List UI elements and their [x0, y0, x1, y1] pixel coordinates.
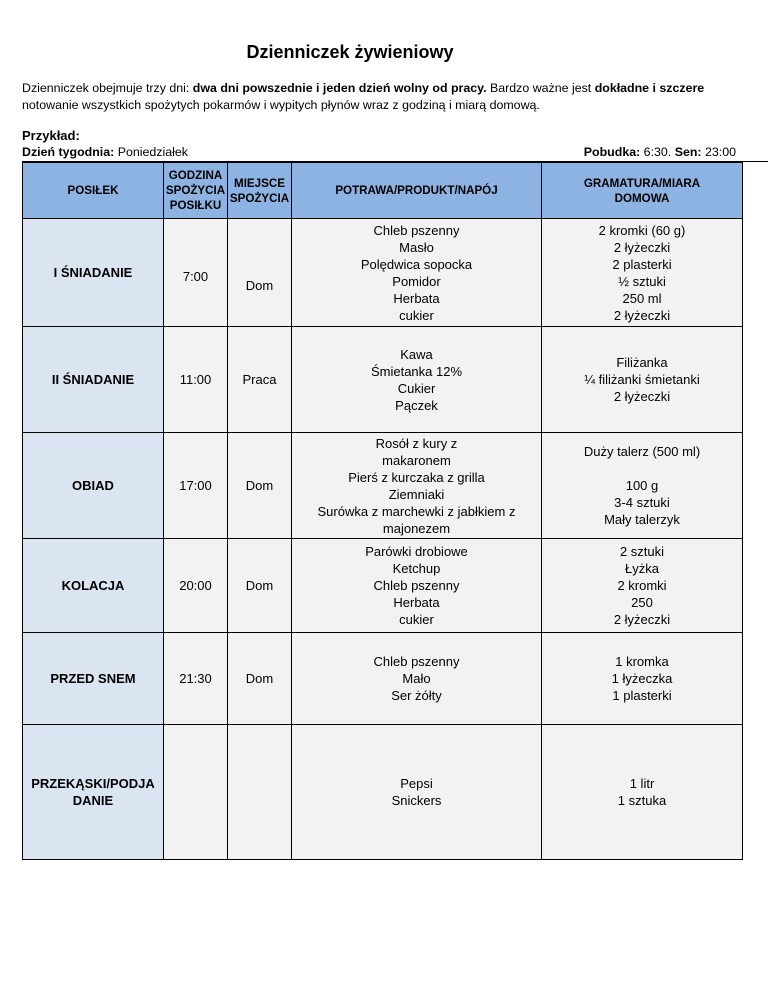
meal-place [228, 725, 292, 860]
table-header-row [23, 163, 743, 219]
meal-place: Dom [228, 633, 292, 725]
meal-name: PRZED SNEM [23, 633, 164, 725]
meal-food: Kawa Śmietanka 12% Cukier Pączek [292, 327, 542, 433]
meal-name: OBIAD [23, 433, 164, 539]
info-line [22, 145, 742, 161]
meal-place: Dom [228, 433, 292, 539]
meal-amount: 1 litr 1 sztuka [542, 725, 743, 860]
sleep-value: 23:00 [701, 145, 736, 159]
meal-name: I ŚNIADANIE [23, 219, 164, 327]
food-diary-table [22, 162, 743, 860]
header-meal: POSIŁEK [23, 163, 164, 219]
meal-amount: 2 kromki (60 g) 2 łyżeczki 2 plasterki ½ sztuki 250 ml 2 łyżeczki [542, 219, 743, 327]
meal-food: Chleb pszenny Mało Ser żółty [292, 633, 542, 725]
meal-food: Parówki drobiowe Ketchup Chleb pszenny Herbata cukier [292, 539, 542, 633]
meal-food: Pepsi Snickers [292, 725, 542, 860]
table-row [23, 219, 743, 327]
header-place: MIEJSCE SPOŻYCIA [228, 163, 292, 219]
meal-time [164, 725, 228, 860]
day-label: Dzień tygodnia: [22, 145, 115, 159]
meal-time: 11:00 [164, 327, 228, 433]
intro-bold-1: dwa dni powszednie i jeden dzień wolny od pracy. [192, 81, 487, 95]
meal-amount: 2 sztuki Łyżka 2 kromki 250 2 łyżeczki [542, 539, 743, 633]
table-row [23, 633, 743, 725]
page-title: Dzienniczek żywieniowy [246, 42, 454, 62]
meal-time: 21:30 [164, 633, 228, 725]
intro-paragraph [22, 80, 742, 114]
header-amount: GRAMATURA/MIARA DOMOWA [542, 163, 743, 219]
meal-amount: Filiżanka ¼ filiżanki śmietanki 2 łyżeczki [542, 327, 743, 433]
intro-bold-2: dokładne i szczere [594, 81, 705, 95]
wake-label: Pobudka: [583, 145, 641, 159]
day-value: Poniedziałek [114, 145, 188, 159]
meal-food: Rosół z kury z makaronem Pierś z kurczaka z grilla Ziemniaki Surówka z marchewki z jabłkiem z majonezem [292, 433, 542, 539]
intro-text-2: Bardzo ważne jest [486, 81, 595, 95]
meal-place: Dom [228, 539, 292, 633]
header-time: GODZINA SPOŻYCIA POSIŁKU [164, 163, 228, 219]
meal-time: 17:00 [164, 433, 228, 539]
meal-amount: 1 kromka 1 łyżeczka 1 plasterki [542, 633, 743, 725]
table-row [23, 725, 743, 860]
day-of-week [22, 145, 188, 159]
meal-name: PRZEKĄSKI/PODJA DANIE [23, 725, 164, 860]
example-label: Przykład: [22, 128, 80, 143]
wake-sleep [584, 145, 736, 159]
intro-text-1: Dzienniczek obejmuje trzy dni: [22, 81, 193, 95]
sleep-label: Sen: [674, 145, 702, 159]
meal-place: Praca [228, 327, 292, 433]
meal-amount: Duży talerz (500 ml) 100 g 3-4 sztuki Mały talerzyk [542, 433, 743, 539]
meal-name: II ŚNIADANIE [23, 327, 164, 433]
header-food: POTRAWA/PRODUKT/NAPÓJ [292, 163, 542, 219]
table-row [23, 539, 743, 633]
meal-time: 20:00 [164, 539, 228, 633]
meal-food: Chleb pszenny Masło Polędwica sopocka Pomidor Herbata cukier [292, 219, 542, 327]
wake-value: 6:30. [640, 145, 675, 159]
intro-text-3: notowanie wszystkich spożytych pokarmów i wypitych płynów wraz z godziną i miarą domową. [22, 98, 540, 112]
table-row [23, 327, 743, 433]
meal-name: KOLACJA [23, 539, 164, 633]
table-row [23, 433, 743, 539]
meal-place: Dom [228, 219, 292, 327]
meal-time: 7:00 [164, 219, 228, 327]
